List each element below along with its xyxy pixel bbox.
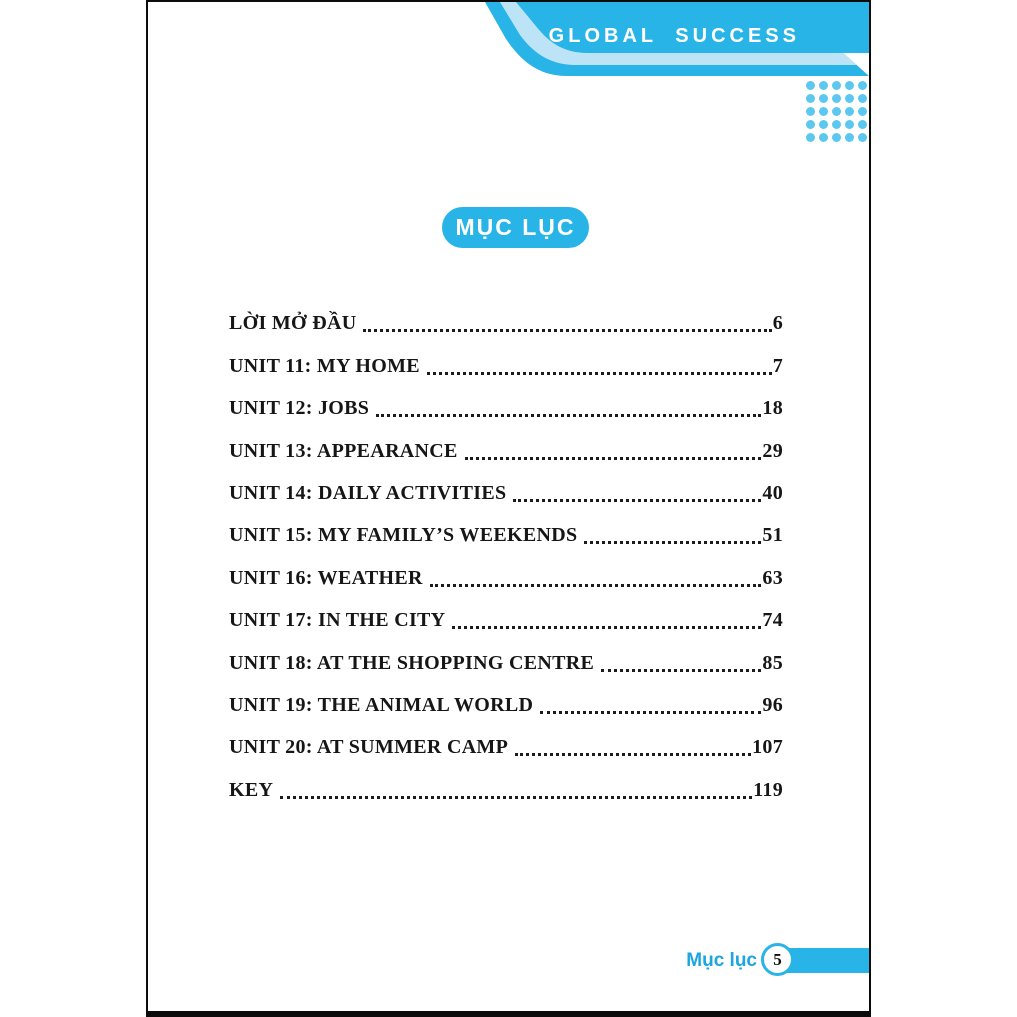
brand-title: GLOBAL SUCCESS — [548, 25, 800, 47]
toc-entry-page: 119 — [753, 778, 783, 801]
toc-row — [229, 304, 783, 346]
toc-row — [229, 770, 783, 812]
toc-entry-label: KEY — [229, 778, 274, 801]
toc-entry-label: UNIT 16: WEATHER — [229, 566, 423, 589]
book-page — [146, 0, 871, 1017]
footer-page-number-badge — [761, 943, 794, 976]
toc-entry-label: UNIT 19: THE ANIMAL WORLD — [229, 693, 534, 716]
toc-row — [229, 643, 783, 685]
toc-entry-label: UNIT 14: DAILY ACTIVITIES — [229, 481, 507, 504]
toc-entry-page: 85 — [762, 651, 783, 674]
toc-row — [229, 431, 783, 473]
toc-entry-page: 29 — [762, 439, 783, 462]
toc-entry-label: UNIT 11: MY HOME — [229, 354, 420, 377]
toc-entry-page: 7 — [772, 354, 783, 377]
dot-leader — [601, 669, 761, 672]
dot-leader — [452, 626, 761, 629]
toc-entry-label: UNIT 15: MY FAMILY’S WEEKENDS — [229, 524, 578, 547]
dot-leader — [430, 584, 762, 587]
dot-leader — [427, 372, 772, 375]
toc-row — [229, 601, 783, 643]
footer-page-number: 5 — [773, 949, 782, 969]
toc-entry-page: 63 — [762, 566, 783, 589]
dot-leader — [363, 329, 771, 332]
toc-entry-label: LỜI MỞ ĐẦU — [229, 312, 357, 335]
toc-entry-label: UNIT 12: JOBS — [229, 397, 370, 420]
dot-leader — [280, 796, 752, 799]
dot-leader — [513, 499, 761, 502]
toc-row — [229, 728, 783, 770]
dots-ornament — [806, 81, 867, 142]
toc-row — [229, 516, 783, 558]
toc-entry-label: UNIT 13: APPEARANCE — [229, 439, 458, 462]
dot-leader — [465, 457, 762, 460]
toc-entry-label: UNIT 17: IN THE CITY — [229, 609, 446, 632]
toc-entry-label: UNIT 20: AT SUMMER CAMP — [229, 736, 509, 759]
toc-row — [229, 389, 783, 431]
toc-entry-page: 18 — [762, 397, 783, 420]
toc-entry-page: 6 — [772, 312, 783, 335]
footer-section-label: Mục lục — [686, 950, 757, 971]
page-title: MỤC LỤC — [442, 207, 589, 248]
dot-leader — [515, 753, 751, 756]
toc-entry-page: 74 — [762, 609, 783, 632]
toc-entry-page: 40 — [762, 481, 783, 504]
toc-row — [229, 686, 783, 728]
table-of-contents — [229, 304, 783, 813]
toc-entry-page: 96 — [762, 693, 783, 716]
dot-leader — [376, 414, 761, 417]
toc-row — [229, 474, 783, 516]
toc-row — [229, 558, 783, 600]
toc-entry-page: 107 — [752, 736, 783, 759]
dot-leader — [540, 711, 761, 714]
toc-row — [229, 346, 783, 388]
toc-entry-page: 51 — [762, 524, 783, 547]
dot-leader — [584, 541, 761, 544]
toc-entry-label: UNIT 18: AT THE SHOPPING CENTRE — [229, 651, 595, 674]
